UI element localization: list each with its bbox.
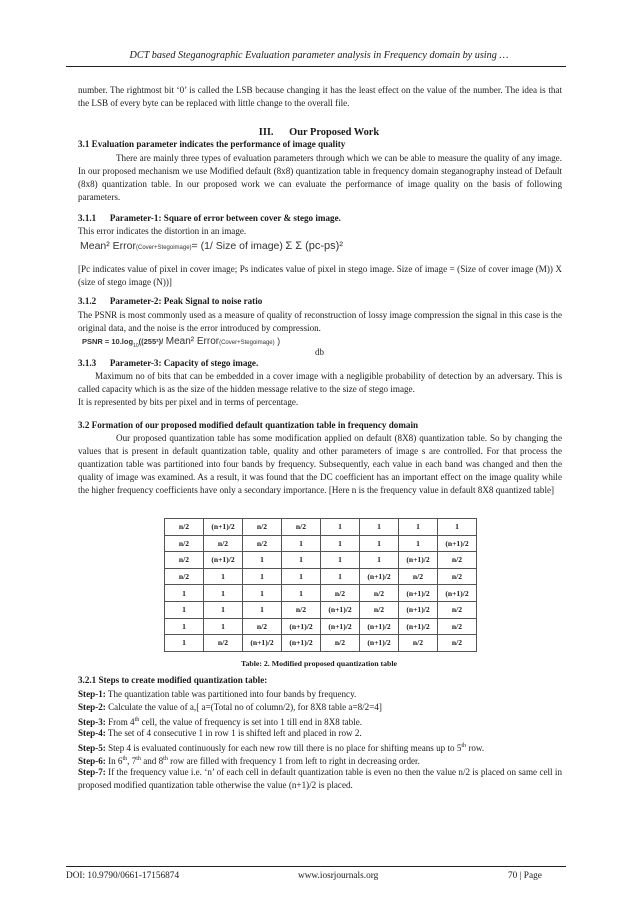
footer-doi: DOI: 10.9790/0661-17156874 [66, 871, 180, 881]
parameter-3-heading: 3.1.3 Parameter-3: Capacity of stego image. [78, 358, 259, 368]
table-cell: n/2 [165, 535, 204, 552]
quantization-table [164, 518, 477, 652]
table-cell: n/2 [438, 601, 477, 618]
table-cell: n/2 [165, 568, 204, 585]
parameter-3-text-2: It is represented by bits per pixel and in terms of percentage. [78, 397, 299, 407]
subsection-3-2-heading: 3.2 Formation of our proposed modified default quantization table in frequency domain [78, 420, 419, 430]
table-cell: n/2 [399, 568, 438, 585]
step-6: Step-6: In 6th, 7th and 8th row are filled with frequency 1 from left to right in decreasing order. [78, 756, 420, 767]
table-cell: 1 [282, 535, 321, 552]
step-3: Step-3: From 4th cell, the value of frequency is set into 1 till end in 8X8 table. [78, 717, 363, 728]
table-cell: 1 [282, 568, 321, 585]
table-cell: n/2 [243, 535, 282, 552]
table-cell: 1 [204, 601, 243, 618]
table-row [165, 552, 477, 569]
header-rule [66, 66, 566, 67]
table-cell: (n+1)/2 [399, 601, 438, 618]
table-cell: 1 [399, 519, 438, 536]
running-header: DCT based Steganographic Evaluation parameter analysis in Frequency domain by using … [129, 50, 509, 61]
psnr-unit: db [315, 347, 324, 357]
table-row [165, 618, 477, 635]
table-cell: 1 [204, 585, 243, 602]
table-cell: n/2 [321, 585, 360, 602]
parameter-2-heading: 3.1.2 Parameter-2: Peak Signal to noise ratio [78, 296, 263, 306]
table-cell: n/2 [282, 519, 321, 536]
table-cell: 1 [360, 519, 399, 536]
table-cell: n/2 [243, 618, 282, 635]
table-cell: n/2 [399, 635, 438, 652]
table-cell: 1 [360, 552, 399, 569]
subsection-3-1-paragraph: There are mainly three types of evaluation parameters through which we can be able to measure the quality of any image. In our proposed mechanism we use Modified default (8x8) quantization table in frequency domain steganography instead of Default (8x8) quantization table. In our proposed work we can evaluate the performance of image quality on the basis of following parameters. [78, 153, 562, 202]
table-cell: 1 [243, 568, 282, 585]
intro-paragraph: number. The rightmost bit ‘0’ is called the LSB because changing it has the least effect on the value of the number. The idea is that the LSB of every byte can be replaced with little change to the overall file. [78, 85, 562, 108]
table-cell: n/2 [438, 618, 477, 635]
table-cell: (n+1)/2 [204, 519, 243, 536]
table-cell: 1 [360, 535, 399, 552]
table-cell: (n+1)/2 [438, 585, 477, 602]
table-row [165, 568, 477, 585]
table-cell: (n+1)/2 [360, 568, 399, 585]
table-cell: n/2 [438, 635, 477, 652]
table-cell: 1 [321, 519, 360, 536]
steps-heading: 3.2.1 Steps to create modified quantization table: [78, 675, 268, 685]
table-cell: (n+1)/2 [399, 585, 438, 602]
table-row [165, 585, 477, 602]
parameter-1-text: This error indicates the distortion in an image. [78, 226, 247, 236]
table-cell: 1 [321, 535, 360, 552]
table-cell: 1 [282, 552, 321, 569]
table-cell: 1 [165, 618, 204, 635]
table-cell: n/2 [321, 635, 360, 652]
step-5: Step-5: Step 4 is evaluated continuously for each new row till there is no place for shifting means up to 5th row. [78, 743, 485, 754]
table-cell: 1 [204, 568, 243, 585]
parameter-1-heading: 3.1.1 Parameter-1: Square of error between cover & stego image. [78, 213, 341, 223]
parameter-3-text: Maximum no of bits that can be embedded in a cover image with a negligible probability of detection by an adversary. This is called capacity which is as the size of the hidden message relative to the size of stego image. [78, 371, 562, 394]
table-cell: n/2 [360, 601, 399, 618]
table-cell: 1 [321, 568, 360, 585]
subsection-3-1-heading: 3.1 Evaluation parameter indicates the performance of image quality [78, 139, 346, 149]
table-cell: (n+1)/2 [243, 635, 282, 652]
step-4: Step-4: The set of 4 consecutive 1 in row 1 is shifted left and placed in row 2. [78, 728, 362, 738]
table-cell: (n+1)/2 [360, 618, 399, 635]
table-cell: (n+1)/2 [438, 535, 477, 552]
table-cell: (n+1)/2 [282, 635, 321, 652]
table-cell: (n+1)/2 [360, 635, 399, 652]
footer-website[interactable]: www.iosrjournals.org [298, 871, 379, 881]
section-heading: III. Our Proposed Work [258, 127, 380, 138]
step-1: Step-1: The quantization table was partitioned into four bands by frequency. [78, 689, 357, 699]
table-cell: n/2 [282, 601, 321, 618]
table-cell: 1 [321, 552, 360, 569]
table-cell: (n+1)/2 [321, 601, 360, 618]
table-cell: n/2 [204, 635, 243, 652]
parameter-2-text: The PSNR is most commonly used as a measure of quality of reconstruction of lossy image compression the signal in this case is the original data, and the noise is the error introduced by compression. [78, 310, 562, 333]
table-cell: n/2 [165, 519, 204, 536]
table-cell: n/2 [438, 552, 477, 569]
subsection-3-2-paragraph: Our proposed quantization table has some modification applied on default (8X8) quantization table. So by changing the values that is present in default quantization table, quality and other parameters of image s are controlled. For that process the quantization table was partitioned into four bands by frequency. Subsequently, each value in each band was changed and then the quality of image was examined. As a result, it was found that the DC coefficient has an important effect on the image quality while the higher frequency coefficients have only a secondary importance. [Here n is the frequency value in default 8X8 quantized table] [78, 433, 562, 495]
table-cell: 1 [243, 552, 282, 569]
table-cell: (n+1)/2 [399, 552, 438, 569]
mse-formula: Mean² Error(Cover+Stegoimage)= (1/ Size of image) Σ Σ (pc-ps)² [80, 240, 344, 252]
table-row [165, 601, 477, 618]
table-caption: Table: 2. Modified proposed quantization table [241, 659, 397, 668]
table-cell: 1 [399, 535, 438, 552]
table-cell: 1 [438, 519, 477, 536]
footer-page-number: 70 | Page [508, 871, 542, 881]
table-row [165, 535, 477, 552]
step-2: Step-2: Calculate the value of a,[ a=(Total no of column/2), for 8X8 table a=8/2=4] [78, 702, 382, 712]
table-cell: 1 [243, 585, 282, 602]
table-cell: n/2 [360, 585, 399, 602]
table-cell: 1 [165, 635, 204, 652]
table-cell: 1 [165, 601, 204, 618]
table-cell: 1 [165, 585, 204, 602]
table-cell: n/2 [243, 519, 282, 536]
table-cell: n/2 [438, 568, 477, 585]
footer-rule [66, 866, 566, 867]
step-7: Step-7: If the frequency value i.e. ‘n’ of each cell in default quantization table is even no then the value n/2 is placed on same cell in proposed modified quantization table otherwise the value (n+1)/2 is placed. [78, 767, 563, 790]
table-cell: 1 [243, 601, 282, 618]
table-cell: (n+1)/2 [399, 618, 438, 635]
table-cell: n/2 [204, 535, 243, 552]
table-row [165, 519, 477, 536]
table-cell: 1 [204, 618, 243, 635]
table-cell: (n+1)/2 [321, 618, 360, 635]
parameter-1-note: [Pc indicates value of pixel in cover image; Ps indicates value of pixel in stego image. Size of image = (Size of cover image (M)) X (size of stego image (N))] [78, 264, 562, 287]
psnr-formula: PSNR = $10.\log_{10}((255^2)/$ Mean² Error(Cover+Stegoimage) ) [82, 336, 281, 349]
table-cell: (n+1)/2 [282, 618, 321, 635]
table-cell: n/2 [165, 552, 204, 569]
table-cell: 1 [282, 585, 321, 602]
table-cell: (n+1)/2 [204, 552, 243, 569]
table-row [165, 635, 477, 652]
